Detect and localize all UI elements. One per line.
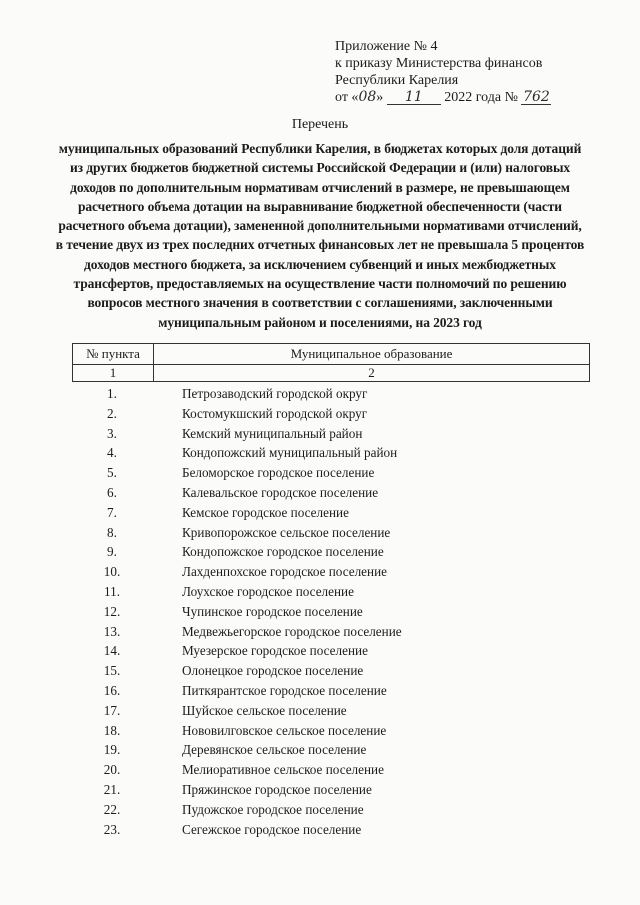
row-number: 21. [103, 781, 121, 797]
table-row [72, 424, 590, 444]
row-municipality-name: Сегежское городское поселение [182, 821, 362, 837]
row-number: 18. [103, 722, 121, 738]
table-row [72, 681, 590, 701]
header-item-number: № пункта [73, 344, 154, 364]
row-municipality-name: Костомукшский городской округ [182, 405, 368, 421]
table-row [72, 483, 590, 503]
row-number: 15. [103, 663, 121, 679]
attachment-block [335, 38, 551, 106]
row-municipality-name: Калевальское городское поселение [182, 484, 379, 500]
row-municipality-name: Медвежьегорское городское поселение [182, 623, 402, 639]
row-municipality-name: Кемское городское поселение [182, 504, 349, 520]
row-municipality-name: Нововилговское сельское поселение [182, 722, 387, 738]
attachment-republic-line: Республики Карелия [335, 73, 459, 88]
table-row [72, 523, 590, 543]
row-municipality-name: Питкярантское городское поселение [182, 682, 387, 698]
row-municipality-name: Петрозаводский городской округ [182, 386, 368, 401]
table-row [72, 562, 590, 582]
table-row [72, 800, 590, 820]
row-number: 16. [103, 682, 121, 698]
row-municipality-name: Кемский муниципальный район [182, 425, 363, 441]
table-row [72, 503, 590, 523]
table-row [72, 463, 590, 483]
table-row [72, 602, 590, 622]
table-row [72, 404, 590, 424]
row-number: 22. [103, 801, 121, 817]
table-row [72, 384, 590, 404]
row-number: 4. [107, 445, 117, 461]
date-year: 2022 года № [444, 90, 518, 105]
row-municipality-name: Беломорское городское поселение [182, 465, 375, 481]
row-number: 10. [103, 564, 121, 580]
column-number-2: 2 [368, 365, 375, 380]
table-row [72, 780, 590, 800]
row-municipality-name: Шуйское сельское поселение [182, 702, 347, 718]
table-row [72, 622, 590, 642]
header-municipality: Муниципальное образование [290, 346, 453, 361]
date-sep: » [376, 90, 384, 105]
row-municipality-name: Кондопожское городское поселение [182, 544, 384, 560]
row-number: 13. [103, 623, 121, 639]
row-number: 3. [107, 425, 117, 441]
row-municipality-name: Мелиоративное сельское поселение [182, 762, 384, 778]
table-row [72, 641, 590, 661]
column-number-1: 1 [73, 365, 154, 381]
row-number: 8. [107, 524, 117, 540]
table-row [72, 661, 590, 681]
table-row [72, 701, 590, 721]
row-number: 5. [107, 465, 117, 481]
table-row [72, 820, 590, 840]
table-row [72, 760, 590, 780]
row-municipality-name: Пряжинское городское поселение [182, 781, 372, 797]
row-municipality-name: Чупинское городское поселение [182, 603, 363, 619]
row-number: 9. [107, 544, 117, 560]
table-row [72, 740, 590, 760]
row-number: 1. [107, 386, 117, 401]
table-row [72, 721, 590, 741]
row-number: 11. [104, 583, 120, 599]
row-municipality-name: Кондопожский муниципальный район [182, 445, 398, 461]
row-number: 20. [103, 762, 121, 778]
document-heading: Перечень [291, 117, 349, 132]
row-number: 7. [107, 504, 117, 520]
table-body [72, 384, 590, 839]
document-subject: муниципальных образований Республики Карелия, в бюджетах которых доля дотаций из других бюджетов бюджетной системы Российской Федерации и (или) налоговых доходов по дополнительным нормативам отчислений в размере, не превышающем расчетного объема дотации на выравнивание бюджетной обеспеченности (части расчетного объема дотации), замененной дополнительными нормативами отчислений, в течение двух из трех последних отчетных финансовых лет не превышала 5 процентов доходов местного бюджета, за исключением субвенций и иных межбюджетных трансфертов, предоставляемых на осуществление части полномочий по решению вопросов местного значения в соответствии с соглашениями, заключенными муниципальным районом и поселениями, на 2023 год [55, 141, 585, 330]
handwritten-day: 08 [358, 89, 377, 105]
row-municipality-name: Деревянское сельское поселение [182, 742, 367, 758]
date-prefix: от « [335, 90, 359, 105]
row-municipality-name: Олонецкое городское поселение [182, 663, 364, 679]
attachment-date-line [335, 89, 551, 106]
row-number: 23. [103, 821, 121, 837]
row-number: 6. [107, 484, 117, 500]
handwritten-month: 11 [387, 90, 441, 105]
table-row [72, 443, 590, 463]
row-number: 2. [107, 405, 117, 421]
table-row [72, 542, 590, 562]
municipalities-table [72, 343, 590, 839]
table-header-row [72, 343, 590, 365]
table-row [72, 582, 590, 602]
row-municipality-name: Лахденпохское городское поселение [182, 564, 387, 580]
row-number: 14. [103, 643, 121, 659]
row-municipality-name: Муезерское городское поселение [182, 643, 368, 659]
attachment-order-line: к приказу Министерства финансов [335, 56, 543, 71]
table-column-numbers-row [72, 365, 590, 382]
row-municipality-name: Пудожское городское поселение [182, 801, 364, 817]
row-number: 17. [103, 702, 121, 718]
row-number: 12. [103, 603, 121, 619]
handwritten-number: 762 [523, 89, 550, 105]
row-municipality-name: Лоухское городское поселение [182, 583, 354, 599]
row-municipality-name: Кривопорожское сельское поселение [182, 524, 391, 540]
attachment-title: Приложение № 4 [335, 39, 438, 54]
row-number: 19. [103, 742, 121, 758]
